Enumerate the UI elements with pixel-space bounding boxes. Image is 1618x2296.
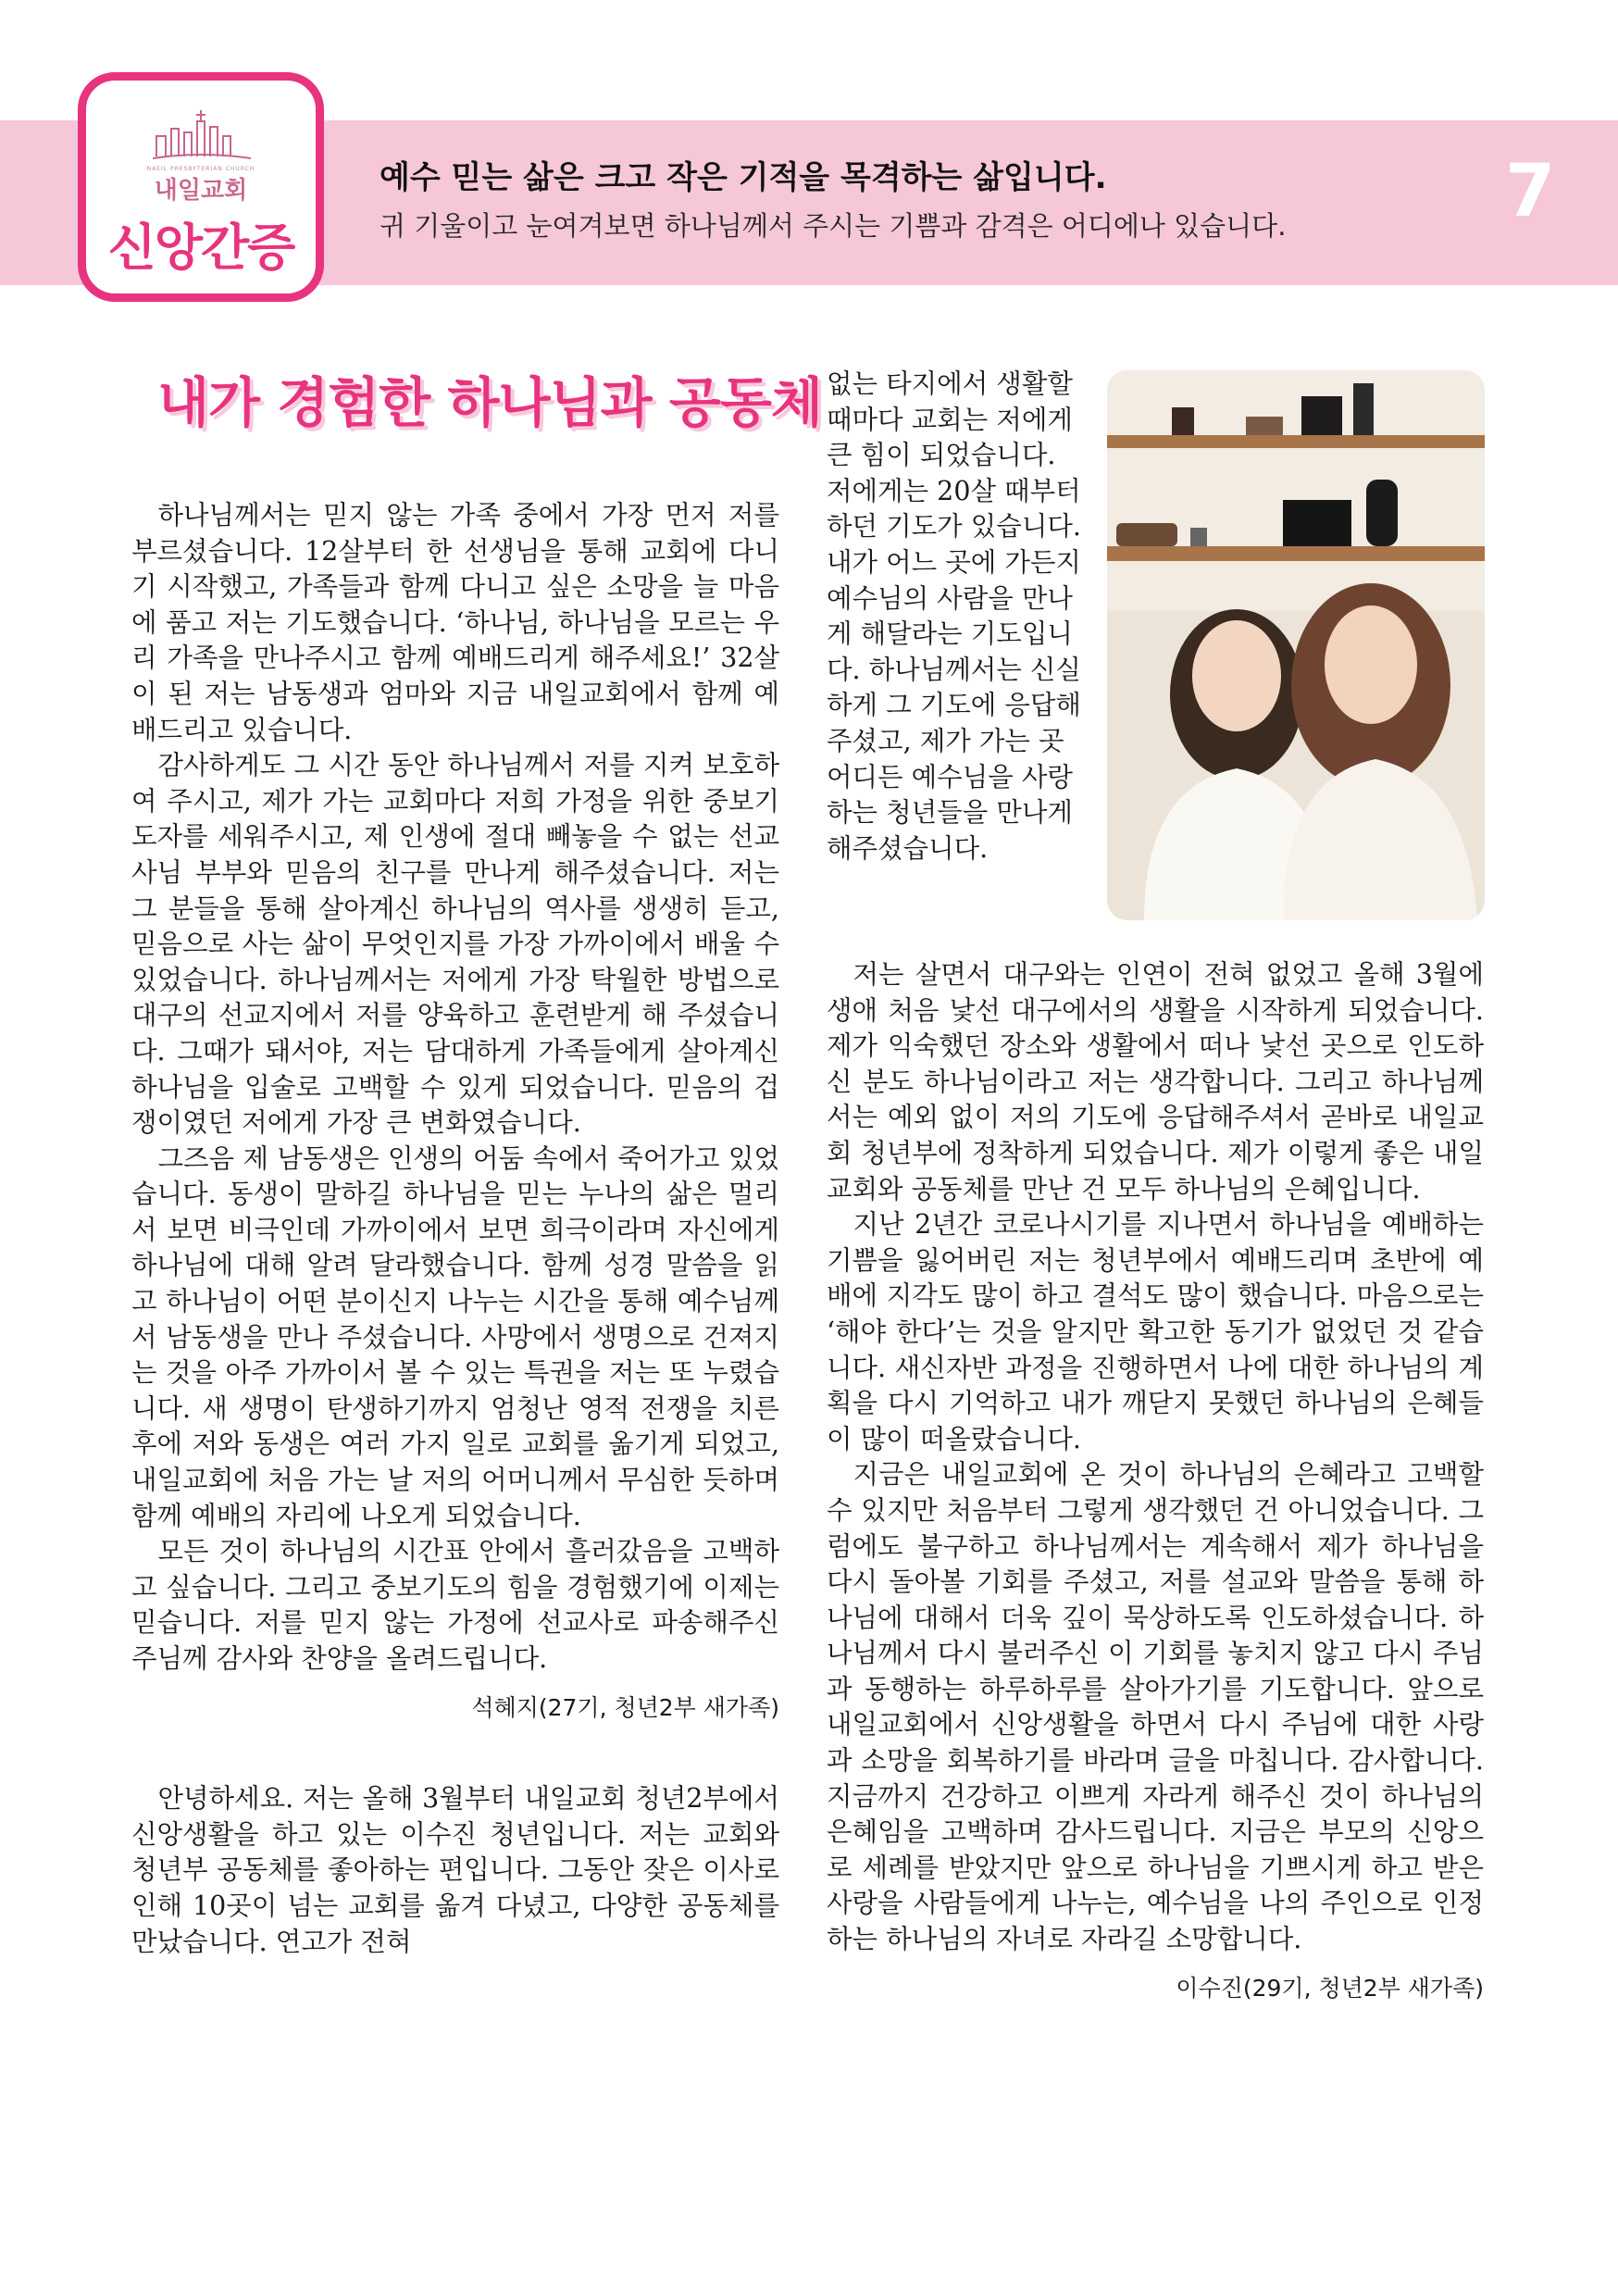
story2-intro: 안녕하세요. 저는 올해 3월부터 내일교회 청년2부에서 신앙생활을 하고 있는 이수진 청년입니다. 저는 교회와 청년부 공동체를 좋아하는 편입니다. 그동안 잦은 이사로 인해 10곳이 넘는 교회를 옮겨 다녔고, 다양한 공동체를 만났습니다. 연고가 전혀	[131, 1783, 779, 1957]
story1-paragraph: 하나님께서는 믿지 않는 가족 중에서 가장 먼저 저를 부르셨습니다. 12살부터 한 선생님을 통해 교회에 다니기 시작했고, 가족들과 함께 다니고 싶은 소망을 늘 마음에 품고 저는 기도했습니다. ‘하나님, 하나님을 모르는 우리 가족을 만나주시고 함께 예배드리게 해주세요!’ 32살이 된 저는 남동생과 엄마와 지금 내일교회에서 함께 예배드리고 있습니다.	[131, 500, 779, 745]
two-women-portrait	[1107, 370, 1485, 920]
page-number: 7	[1505, 150, 1556, 233]
right-column	[827, 957, 1484, 2006]
left-column	[131, 498, 779, 1960]
portrait-photo	[1107, 370, 1485, 920]
story1-signature: 석혜지(27기, 청년2부 새가족)	[471, 1693, 779, 1721]
story2-paragraph: 지난 2년간 코로나시기를 지나면서 하나님을 예배하는 기쁨을 잃어버린 저는 청년부에서 예배드리며 초반에 예배에 지각도 많이 하고 결석도 많이 했습니다. 마음으로는 ‘해야 한다’는 것을 알지만 확고한 동기가 없었던 것 같습니다. 새신자반 과정을 진행하면서 나에 대한 하나님의 계획을 다시 기억하고 내가 깨닫지 못했던 하나님의 은혜들이 많이 떠올랐습니다.	[827, 1209, 1484, 1454]
story2-paragraph: 지금은 내일교회에 온 것이 하나님의 은혜라고 고백할 수 있지만 처음부터 그렇게 생각했던 건 아니었습니다. 그럼에도 불구하고 하나님께서는 계속해서 제가 하나님을 다시 돌아볼 기회를 주셨고, 저를 설교와 말씀을 통해 하나님에 대해서 더욱 깊이 묵상하도록 인도하셨습니다. 하나님께서 다시 불러주신 이 기회를 놓치지 않고 다시 주님과 동행하는 하루하루를 살아가기를 기도합니다. 앞으로 내일교회에서 신앙생활을 하면서 다시 주님에 대한 사랑과 소망을 회복하기를 바라며 글을 마칩니다. 감사합니다. 지금까지 건강하고 이쁘게 자라게 해주신 것이 하나님의 은혜임을 고백하며 감사드립니다. 지금은 부모의 신앙으로 세례를 받았지만 앞으로 하나님을 기쁘시게 하고 받은 사랑을 사람들에게 나누는, 예수님을 나의 주인으로 인정하는 하나님의 자녀로 자라길 소망합니다.	[827, 1459, 1484, 1955]
story-separator	[131, 1726, 779, 1781]
story2-paragraph: 저는 살면서 대구와는 인연이 전혀 없었고 올해 3월에 생애 처음 낯선 대구에서의 생활을 시작하게 되었습니다. 제가 익숙했던 장소와 생활에서 떠나 낯선 곳으로 인도하신 분도 하나님이라고 저는 생각합니다. 그리고 하나님께서는 예외 없이 저의 기도에 응답해주셔서 곧바로 내일교회 청년부에 정착하게 되었습니다. 제가 이렇게 좋은 내일교회와 공동체를 만난 건 모두 하나님의 은혜입니다.	[827, 959, 1484, 1204]
header-subtitle: 귀 기울이고 눈여겨보면 하나님께서 주시는 기쁨과 감격은 어디에나 있습니다.	[380, 210, 1287, 242]
logo-name: 내일교회	[154, 177, 248, 205]
logo-subtitle: NAEIL PRESBYTERIAN CHURCH	[146, 166, 255, 172]
story2-beside-photo: 없는 타지에서 생활할 때마다 교회는 저에게 큰 힘이 되었습니다. 저에게는 20살 때부터 하던 기도가 있습니다. 내가 어느 곳에 가든지 예수님의 사람을 만나게 해달라는 기도입니다. 하나님께서는 신실하게 그 기도에 응답해주셨고, 제가 가는 곳 어디든 예수님을 사랑하는 청년들을 만나게 해주셨습니다.	[827, 368, 1081, 864]
header-title: 예수 믿는 삶은 크고 작은 기적을 목격하는 삶입니다.	[380, 159, 1107, 196]
section-logo-box	[78, 72, 324, 302]
article-title: 내가 경험한 하나님과 공동체	[157, 371, 822, 434]
story1-paragraph: 그즈음 제 남동생은 인생의 어둠 속에서 죽어가고 있었습니다. 동생이 말하길 하나님을 믿는 누나의 삶은 멀리서 보면 비극인데 가까이에서 보면 희극이라며 자신에게 하나님에 대해 알려 달라했습니다. 함께 성경 말씀을 읽고 하나님이 어떤 분이신지 나누는 시간을 통해 예수님께서 남동생을 만나 주셨습니다. 사망에서 생명으로 건져지는 것을 아주 가까이서 볼 수 있는 특권을 저는 또 누렸습니다. 새 생명이 탄생하기까지 엄청난 영적 전쟁을 치른 후에 저와 동생은 여러 가지 일로 교회를 옮기게 되었고, 내일교회에 처음 가는 날 저의 어머니께서 무심한 듯하며 함께 예배의 자리에 나오게 되었습니다.	[131, 1142, 779, 1531]
beside-photo-column	[827, 367, 1088, 867]
story1-paragraph: 모든 것이 하나님의 시간표 안에서 흘러갔음을 고백하고 싶습니다. 그리고 중보기도의 힘을 경험했기에 이제는 믿습니다. 저를 믿지 않는 가정에 선교사로 파송해주신 주님께 감사와 찬양을 올려드립니다.	[131, 1536, 779, 1674]
story2-signature: 이수진(29기, 청년2부 새가족)	[1176, 1974, 1484, 2002]
section-label: 신앙간증	[107, 218, 294, 277]
story1-paragraph: 감사하게도 그 시간 동안 하나님께서 저를 지켜 보호하여 주시고, 제가 가는 교회마다 저희 가정을 위한 중보기도자를 세워주시고, 제 인생에 절대 빼놓을 수 없는 선교사님 부부와 믿음의 친구를 만나게 해주셨습니다. 저는 그 분들을 통해 살아계신 하나님의 역사를 생생히 듣고, 믿음으로 사는 삶이 무엇인지를 가장 가까이에서 배울 수 있었습니다. 하나님께서는 저에게 가장 탁월한 방법으로 대구의 선교지에서 저를 양육하고 훈련받게 해 주셨습니다. 그때가 돼서야, 저는 담대하게 가족들에게 살아계신 하나님을 입술로 고백할 수 있게 되었습니다. 믿음의 겁쟁이였던 저에게 가장 큰 변화였습니다.	[131, 750, 779, 1139]
church-skyline-icon	[151, 108, 253, 164]
